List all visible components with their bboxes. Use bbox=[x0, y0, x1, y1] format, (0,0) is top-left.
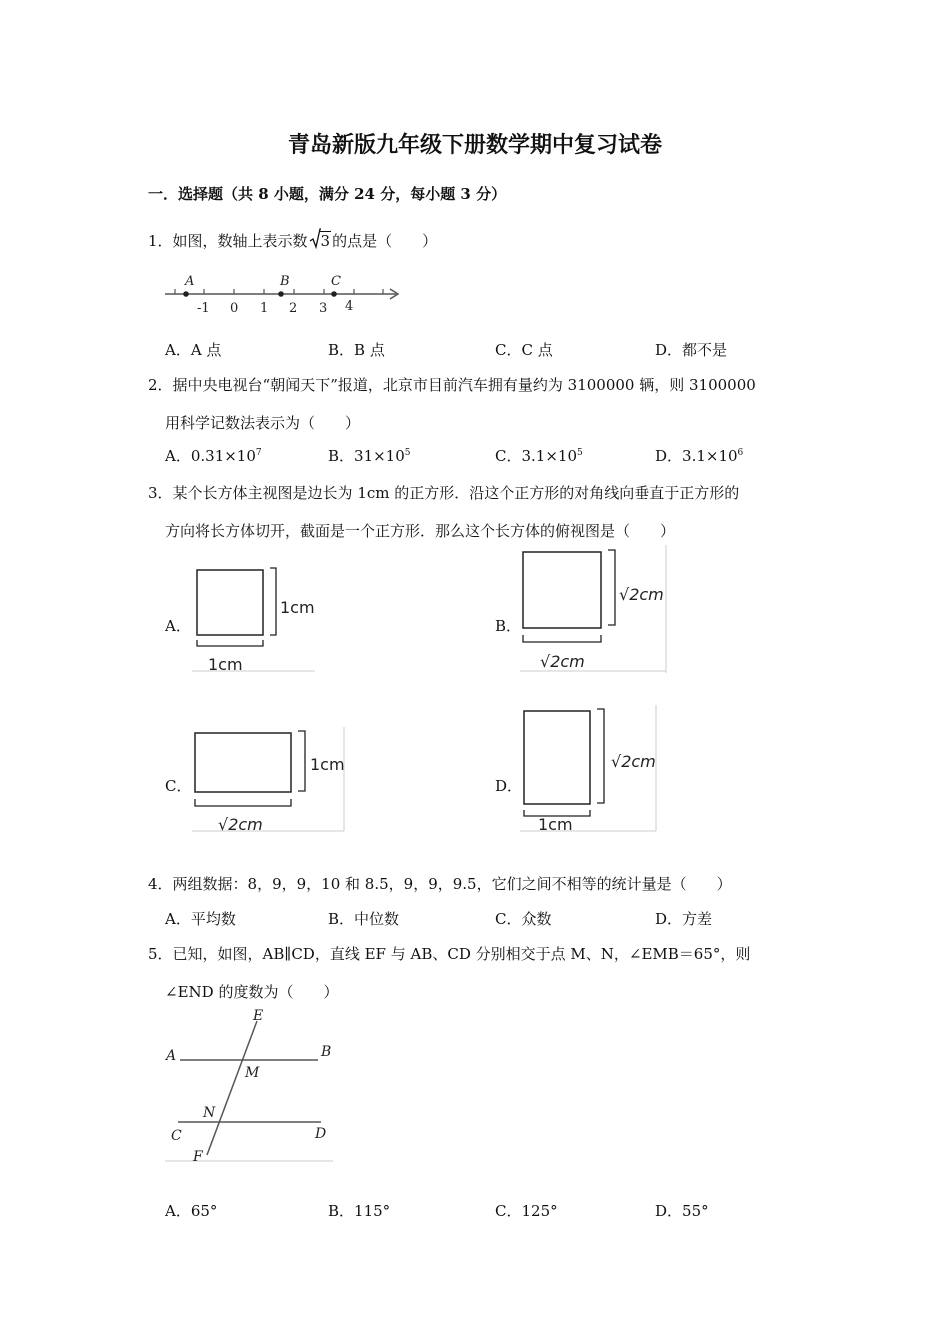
q3-figure-d bbox=[520, 705, 665, 835]
q5-option-d[interactable]: D．55° bbox=[655, 1202, 709, 1220]
tick-1: 1 bbox=[260, 301, 269, 316]
q3-stem-line2: 方向将长方体切开，截面是一个正方形．那么这个长方体的俯视图是（ ） bbox=[165, 522, 676, 540]
label-m: M bbox=[245, 1065, 260, 1081]
label-f: F bbox=[193, 1149, 203, 1165]
q2-option-a-exp: 7 bbox=[255, 448, 262, 458]
q4-stem: 4．两组数据：8，9，9，10 和 8.5，9，9，9.5，它们之间不相等的统计量是（ ） bbox=[148, 875, 732, 893]
q4-option-c[interactable]: C．众数 bbox=[495, 910, 552, 928]
q5-option-a[interactable]: A．65° bbox=[165, 1202, 218, 1220]
fig-c-label-bottom: √2cm bbox=[218, 815, 263, 834]
tick-neg1: -1 bbox=[197, 301, 210, 316]
q3-figure-b bbox=[520, 545, 670, 675]
q4-option-d[interactable]: D．方差 bbox=[655, 910, 713, 928]
q1-stem-before: 1．如图，数轴上表示数 bbox=[148, 232, 308, 250]
q1-option-c[interactable]: C．C 点 bbox=[495, 341, 553, 359]
q1-option-a[interactable]: A．A 点 bbox=[165, 341, 222, 359]
label-a: A bbox=[185, 274, 195, 289]
q2-option-c-exp: 5 bbox=[577, 448, 583, 458]
q1-stem bbox=[148, 230, 437, 251]
q2-option-c[interactable] bbox=[495, 445, 583, 466]
point-c bbox=[331, 291, 337, 297]
q2-stem-line1: 2．据中央电视台“朝闻天下”报道，北京市目前汽车拥有量约为 3100000 辆，则 3100000 bbox=[148, 376, 756, 394]
fig-a-label-bottom: 1cm bbox=[208, 655, 243, 674]
q3-figure-c bbox=[192, 727, 347, 835]
label-b: B bbox=[321, 1044, 332, 1060]
number-line-figure bbox=[160, 270, 405, 320]
q1-sqrt bbox=[309, 232, 332, 250]
page-title: 青岛新版九年级下册数学期中复习试卷 bbox=[287, 132, 662, 158]
label-c: C bbox=[331, 274, 341, 289]
q5-stem-line1: 5．已知，如图，AB∥CD，直线 EF 与 AB、CD 分别相交于点 M、N，∠EMB＝65°，则 bbox=[148, 945, 751, 963]
q3-option-d[interactable]: D． bbox=[495, 777, 523, 795]
q2-option-d-exp: 6 bbox=[737, 448, 744, 458]
fig-c-label-side: 1cm bbox=[310, 755, 345, 774]
point-b bbox=[278, 291, 284, 297]
q2-option-d[interactable] bbox=[655, 445, 743, 466]
q3-figure-a bbox=[192, 560, 317, 675]
q2-option-c-label: C．3.1×10 bbox=[495, 447, 577, 465]
q5-option-c[interactable]: C．125° bbox=[495, 1202, 558, 1220]
q2-option-d-label: D．3.1×10 bbox=[655, 447, 738, 465]
tick-2: 2 bbox=[289, 301, 298, 316]
q5-stem-line2: ∠END 的度数为（ ） bbox=[165, 983, 339, 1001]
tick-0: 0 bbox=[230, 301, 239, 316]
label-n: N bbox=[203, 1105, 216, 1121]
tick-4: 4 bbox=[345, 299, 354, 314]
point-a bbox=[183, 291, 189, 297]
tick-3: 3 bbox=[319, 301, 328, 316]
parallel-lines-figure bbox=[160, 1005, 340, 1165]
label-b: B bbox=[280, 274, 290, 289]
label-e: E bbox=[253, 1008, 264, 1024]
label-d: D bbox=[315, 1126, 327, 1142]
q2-option-a-label: A．0.31×10 bbox=[165, 447, 256, 465]
q3-option-b[interactable]: B． bbox=[495, 617, 522, 635]
q4-option-a[interactable]: A．平均数 bbox=[165, 910, 236, 928]
q1-sqrt-arg: 3 bbox=[320, 232, 331, 250]
q2-option-b[interactable] bbox=[328, 445, 411, 466]
label-a: A bbox=[166, 1048, 177, 1064]
q3-option-a[interactable]: A． bbox=[165, 617, 191, 635]
label-c: C bbox=[171, 1128, 182, 1144]
q2-option-b-label: B．31×10 bbox=[328, 447, 405, 465]
fig-d-label-bottom: 1cm bbox=[538, 815, 573, 834]
q5-option-b[interactable]: B．115° bbox=[328, 1202, 391, 1220]
section-heading: 一．选择题（共 8 小题，满分 24 分，每小题 3 分） bbox=[148, 185, 507, 203]
fig-a-label-side: 1cm bbox=[280, 598, 315, 617]
q4-option-b[interactable]: B．中位数 bbox=[328, 910, 400, 928]
fig-b-label-side: √2cm bbox=[619, 585, 664, 604]
q2-stem-line2: 用科学记数法表示为（ ） bbox=[165, 414, 361, 432]
fig-b-label-bottom: √2cm bbox=[540, 652, 585, 671]
q2-option-a[interactable] bbox=[165, 445, 262, 466]
fig-d-label-side: √2cm bbox=[611, 752, 656, 771]
q1-stem-after: 的点是（ ） bbox=[332, 232, 438, 250]
q2-option-b-exp: 5 bbox=[404, 448, 411, 458]
q1-option-b[interactable]: B．B 点 bbox=[328, 341, 385, 359]
q3-option-c[interactable]: C． bbox=[165, 777, 192, 795]
q1-option-d[interactable]: D．都不是 bbox=[655, 341, 728, 359]
q3-stem-line1: 3．某个长方体主视图是边长为 1cm 的正方形．沿这个正方形的对角线向垂直于正方形的 bbox=[148, 484, 740, 502]
